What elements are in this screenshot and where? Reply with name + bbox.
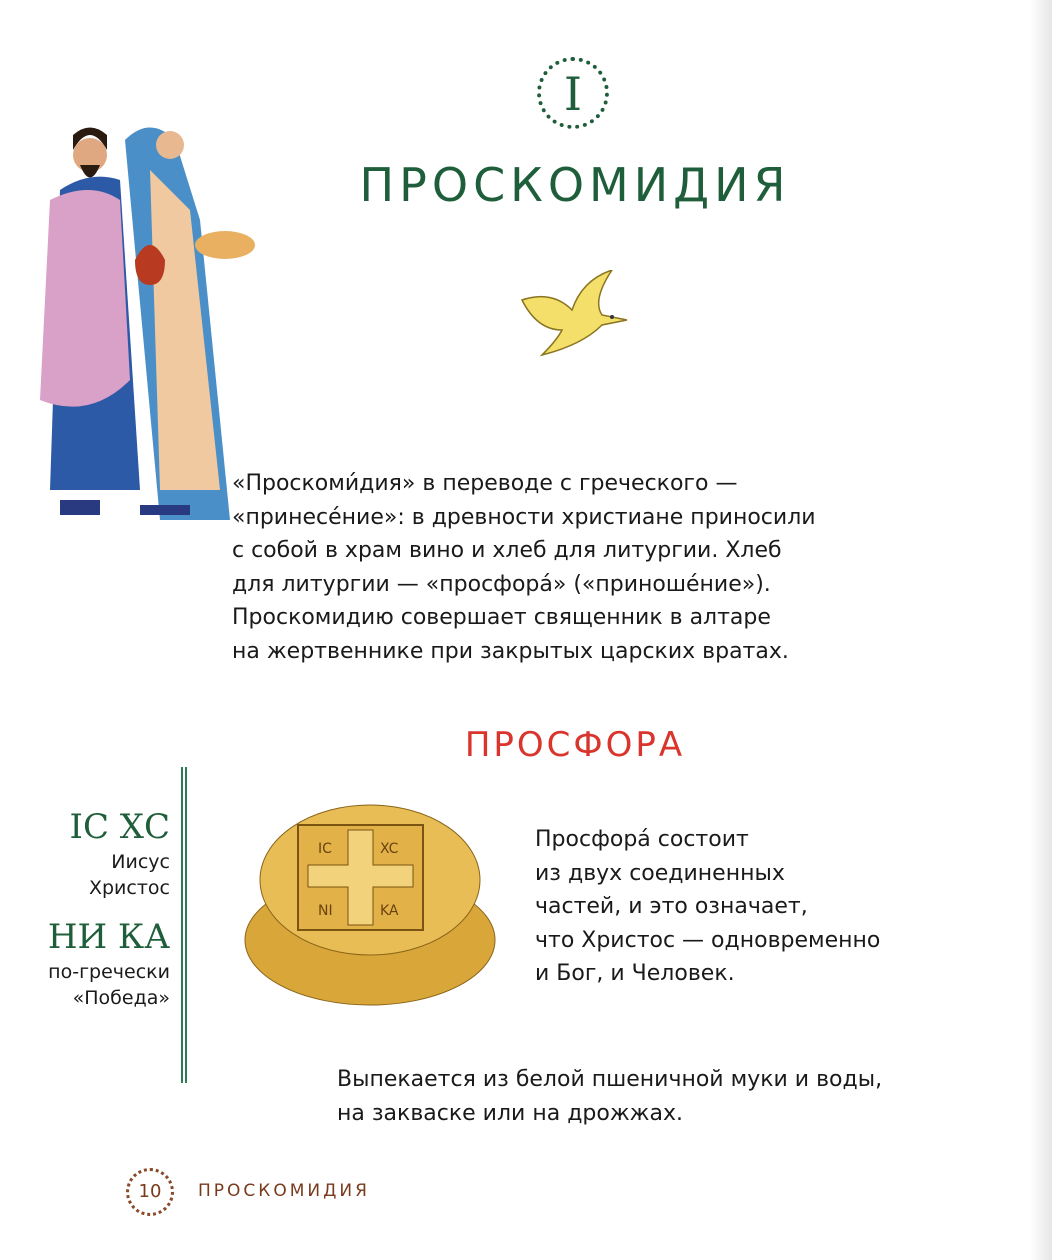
intro-line: «принесе́ние»: в древности христиане приносили <box>232 504 816 530</box>
stamp-ka: KA <box>380 903 399 919</box>
page-number: 10 <box>126 1168 174 1216</box>
description-line: что Христос — одновременно <box>535 927 881 953</box>
description-line: из двух соединенных <box>535 860 785 886</box>
description-line: частей, и это означает, <box>535 894 808 919</box>
chapter-numeral: I <box>537 57 609 129</box>
intro-paragraph <box>232 467 816 668</box>
baking-paragraph <box>337 1063 882 1130</box>
description-line: Просфора́ состоит <box>535 827 749 852</box>
illustration-man-and-woman-with-offerings <box>30 110 260 530</box>
gloss-text: «Победа» <box>72 987 170 1009</box>
intro-line: «Проскоми́дия» в переводе с греческого — <box>232 471 738 496</box>
sidebar-divider <box>181 767 187 1083</box>
running-title: ПРОСКОМИДИЯ <box>198 1181 370 1201</box>
gloss-text: Христос <box>88 877 170 899</box>
intro-line: на жертвеннике при закрытых царских вратах. <box>232 638 789 664</box>
section-title: ПРОСФОРА <box>464 725 686 765</box>
description-line: и Бог, и Человек. <box>535 961 735 986</box>
baking-line: Выпекается из белой пшеничной муки и воды, <box>337 1067 883 1092</box>
stamp-ni: NI <box>318 903 333 919</box>
baking-line: на закваске или на дрожжах. <box>337 1100 683 1126</box>
stamp-xc: XC <box>380 841 399 857</box>
ic-xc-abbreviation: ІС ХС <box>69 807 170 847</box>
page-edge-shadow <box>1030 0 1052 1260</box>
intro-line: для литургии — «просфора́» («приноше́ние»). <box>232 571 771 597</box>
intro-line: Проскомидию совершает священник в алтаре <box>232 605 771 630</box>
chapter-title: ПРОСКОМИДИЯ <box>359 158 791 212</box>
gloss-text: по-гречески <box>48 961 170 983</box>
nika-abbreviation: НИ КА <box>47 917 170 957</box>
intro-line: с собой в храм вино и хлеб для литургии. Хлеб <box>232 538 782 563</box>
prosphora-illustration <box>240 795 500 1010</box>
stamp-ic: IC <box>318 841 332 857</box>
prosphora-description <box>535 823 880 991</box>
gloss-text: Иисус <box>111 851 170 873</box>
sidebar-glossary <box>48 805 170 1011</box>
dove-icon <box>512 270 637 362</box>
